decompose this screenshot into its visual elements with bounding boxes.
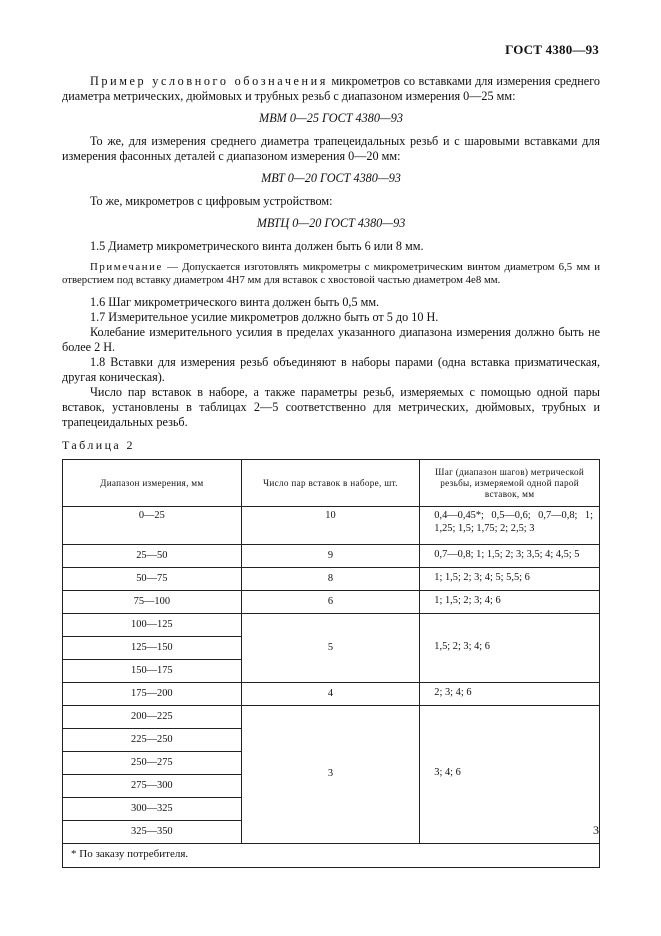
table-row [63,591,600,614]
range-cell: 325—350 [63,821,242,844]
range-cell: 200—225 [63,706,242,729]
same-digital-paragraph: То же, микрометров с цифровым устройством: [90,194,333,208]
table-row [63,614,600,637]
range-cell: 150—175 [63,660,242,683]
example-text: микрометров со вставками для измерения среднего диаметра метрических, дюймовых и трубных резьб с диапазоном измерения 0—25 мм: [62,74,600,103]
pitch-cell: 1; 1,5; 2; 3; 4; 6 [420,591,600,614]
range-cell: 50—75 [63,568,242,591]
pairs-cell: 6 [241,591,420,614]
pairs-count-paragraph: Число пар вставок в наборе, а также параметры резьб, измеряемых с помощью одной пары вставок, установлены в таблицах 2—5 соответственно для метрических, дюймовых, трубных и трапецеидальных резьб. [62,385,600,429]
page-number: 3 [593,823,599,837]
table-header-row [63,460,600,507]
clause-1-5: 1.5 Диаметр микрометрического винта должен быть 6 или 8 мм. [90,239,424,253]
pairs-cell: 8 [241,568,420,591]
note-text: — Допускается изготовлять микрометры с микрометрическим винтом диаметром 6,5 мм и отверстием под вставку диаметром 4Н7 мм для вставок с хвостовой частью диаметром 4е8 мм. [62,261,600,286]
header-range: Диапазон измерения, мм [63,460,242,507]
table-row [63,568,600,591]
pitch-cell: 1; 1,5; 2; 3; 4; 5; 5,5; 6 [420,568,600,591]
fluctuation-paragraph: Колебание измерительного усилия в пределах указанного диапазона измерения должно быть не более 2 Н. [62,325,600,354]
document-header: ГОСТ 4380—93 [505,42,599,57]
table-footnote-row [63,844,600,868]
pairs-cell: 9 [241,545,420,568]
range-cell: 100—125 [63,614,242,637]
table-footnote: * По заказу потребителя. [63,844,600,868]
pitch-cell: 2; 3; 4; 6 [420,683,600,706]
pairs-cell: 5 [241,614,420,683]
range-cell: 125—150 [63,637,242,660]
example-lead: Пример условного обозначения [90,74,329,88]
table-2 [62,459,600,868]
pairs-cell: 10 [241,507,420,545]
pitch-cell: 0,4—0,45*; 0,5—0,6; 0,7—0,8; 1; 1,25; 1,5; 1,75; 2; 2,5; 3 [420,507,600,545]
table-row [63,507,600,545]
range-cell: 25—50 [63,545,242,568]
table-row [63,706,600,729]
table-row [63,683,600,706]
range-cell: 175—200 [63,683,242,706]
clause-1-7: 1.7 Измерительное усилие микрометров должно быть от 5 до 10 Н. [90,310,439,324]
table-row [63,545,600,568]
note-paragraph [62,261,600,287]
header-pitch: Шаг (диапазон шагов) метрической резьбы, измеряемой одной парой вставок, мм [420,460,600,507]
pitch-cell: 3; 4; 6 [420,706,600,844]
range-cell: 75—100 [63,591,242,614]
range-cell: 250—275 [63,752,242,775]
pairs-cell: 4 [241,683,420,706]
designation-mvt: МВТ 0—20 ГОСТ 4380—93 [261,171,401,185]
header-pairs: Число пар вставок в наборе, шт. [241,460,420,507]
range-cell: 300—325 [63,798,242,821]
clause-1-8: 1.8 Вставки для измерения резьб объединяют в наборы парами (одна вставка призматическая, другая коническая). [62,355,600,384]
note-lead: Примечание [90,261,163,273]
document-body [62,74,600,868]
designation-mvm: МВМ 0—25 ГОСТ 4380—93 [259,111,403,125]
pairs-cell: 3 [241,706,420,844]
table-caption: Таблица 2 [62,438,135,452]
example-paragraph [62,74,600,104]
pitch-cell: 1,5; 2; 3; 4; 6 [420,614,600,683]
range-cell: 0—25 [63,507,242,545]
same-trapezoid-paragraph: То же, для измерения среднего диаметра трапецеидальных резьб и с шаровыми вставками для измерения фасонных деталей с диапазоном измерения 0—20 мм: [62,134,600,163]
designation-mvtc: МВТЦ 0—20 ГОСТ 4380—93 [256,216,406,230]
range-cell: 225—250 [63,729,242,752]
range-cell: 275—300 [63,775,242,798]
clause-1-6: 1.6 Шаг микрометрического винта должен быть 0,5 мм. [90,295,380,309]
pitch-cell: 0,7—0,8; 1; 1,5; 2; 3; 3,5; 4; 4,5; 5 [420,545,600,568]
